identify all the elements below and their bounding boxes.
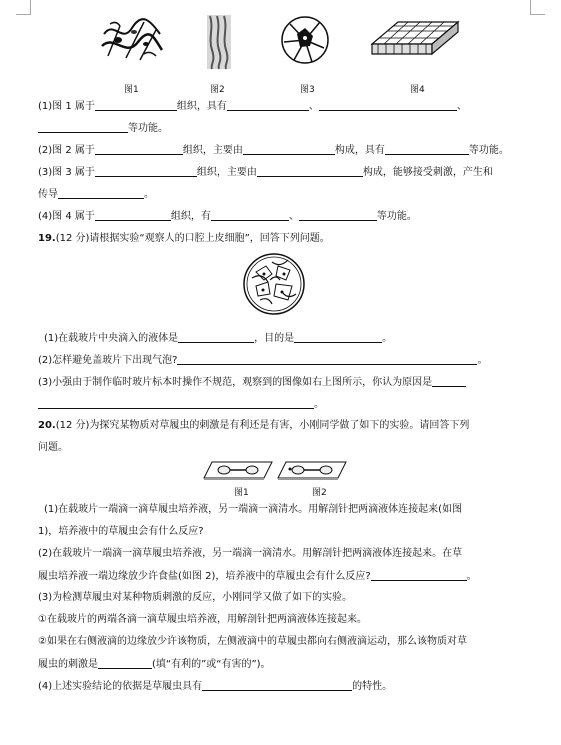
page-corner-mark [530,0,545,15]
answer-blank[interactable] [98,657,152,669]
figure-caption: 图4 [410,85,425,95]
q19-sub-3: (3)小强由于制作临时玻片标本时操作不规范，观察到的图像如右上图所示，你认为原因是 [38,375,531,390]
q19-sub-2: (2)怎样避免盖玻片下出现气泡? 。 [38,355,488,366]
q19-title: 19.(12 分)请根据实验“观察人的口腔上皮细胞”，回答下列问题。 [38,233,330,244]
answer-blank[interactable] [294,331,382,343]
answer-blank[interactable] [38,121,128,133]
figure-caption: 图3 [300,85,315,95]
answer-blank[interactable] [432,375,466,387]
q20-p5-cont: 履虫的刺激是 (填“有利的”或“有害的”)。 [38,659,271,670]
q18-line-2: 等功能。 [38,121,531,136]
q20-p2: (2)在载玻片一端滴一滴草履虫培养液，另一端滴一滴清水。用解剖针把两滴液体连接起来。在草 [38,548,463,559]
answer-blank[interactable] [178,331,254,343]
figure-caption: 图2 [210,85,225,95]
figure-3-nerve-tissue [280,14,330,68]
answer-blank[interactable] [95,165,197,177]
figure-4-epithelial-tissue [368,14,460,62]
answer-blank[interactable] [385,143,469,155]
answer-blank[interactable] [319,99,457,111]
answer-blank[interactable] [299,209,377,221]
q18-line-6: (4)图 4 属于 组织，有 、 等功能。 [38,211,417,222]
answer-blank[interactable] [243,143,335,155]
answer-blank[interactable] [95,209,171,221]
figure-caption: 图1 [124,85,139,95]
q18-line-3: (2)图 2 属于 组织，主要由 构成，具有 等功能。 [38,145,509,156]
q20-p6: (4)上述实验结论的依据是草履虫具有 的特性。 [38,681,393,692]
q18-line-1: (1)图 1 属于 组织，具有 、 、 [38,101,467,112]
q18-line-5: 传导 。 [38,189,154,200]
page-corner-mark [16,0,31,15]
answer-blank[interactable] [227,99,309,111]
figure-2-muscle-tissue [206,14,232,70]
q19-sub-1: (1)在载玻片中央滴入的液体是 ，目的是 。 [44,333,393,344]
answer-blank[interactable] [371,569,467,581]
figure-caption: 图1 [234,488,249,498]
answer-blank[interactable] [202,679,352,691]
q20-title-cont: 问题。 [38,442,68,453]
answer-blank[interactable] [177,353,477,365]
slide-figures [198,458,348,482]
q20-p1-cont: 1)，培养液中的草履虫会有什么反应? [38,526,204,537]
figure-1-connective-tissue [100,14,164,64]
answer-blank[interactable] [211,209,289,221]
q20-p5: ②如果在右侧液滴的边缘放少许该物质，左侧液滴中的草履虫都向右侧液滴运动，那么该物质对草 [38,636,467,647]
q20-p2-cont: 履虫培养液一端边缘放少许食盐(如图 2)，培养液中的草履虫会有什么反应? 。 [38,571,477,582]
cheek-cell-microscope-view [242,252,306,316]
figure-caption: 图2 [312,488,327,498]
q18-line-4: (3)图 3 属于 组织，主要由 构成，能够接受刺激，产生和 [38,167,493,178]
answer-blank[interactable] [58,187,144,199]
answer-blank[interactable] [95,99,177,111]
q20-p1: (1)在载玻片一端滴一滴草履虫培养液，另一端滴一滴清水。用解剖针把两滴液体连接起来(如图 [44,504,463,515]
q19-sub-3-cont: 。 [38,397,531,412]
answer-blank[interactable] [38,397,314,409]
answer-blank[interactable] [257,165,363,177]
q20-title: 20.(12 分)为探究某物质对草履虫的刺激是有利还是有害，小刚同学做了如下的实验。请回答下列 [38,420,470,431]
q20-p4: ①在载玻片的两端各滴一滴草履虫培养液，用解剖针把两滴液体连接起来。 [38,614,367,625]
answer-blank[interactable] [95,143,183,155]
tissue-figures [0,14,561,94]
q20-p3: (3)为检测草履虫对某种物质刺激的反应，小刚同学又做了如下的实验。 [38,592,353,603]
